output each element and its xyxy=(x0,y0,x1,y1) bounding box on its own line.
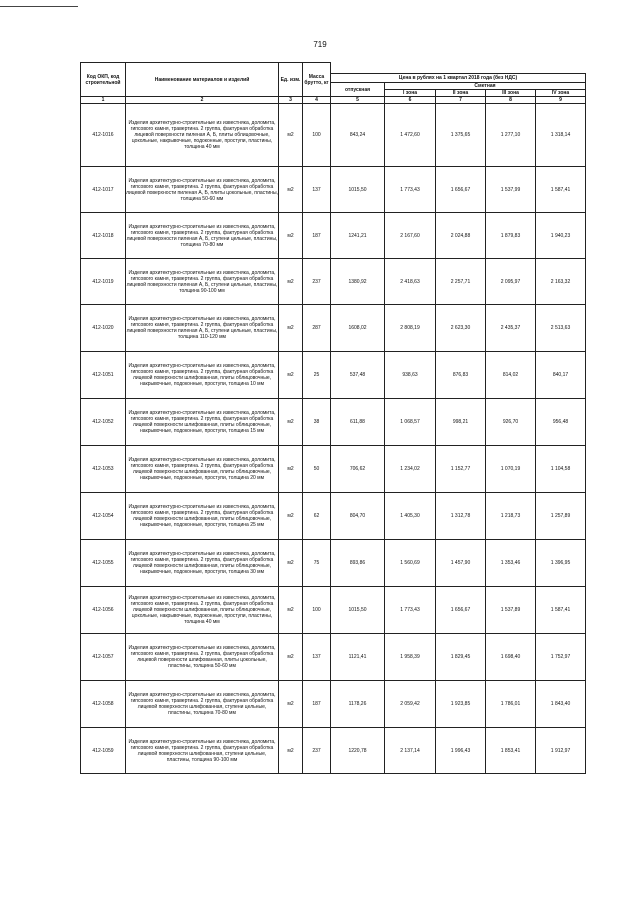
row-price-zone-2: 1 996,43 xyxy=(436,728,486,774)
row-mass: 137 xyxy=(303,634,331,681)
row-release-price: 1015,50 xyxy=(331,167,385,213)
row-price-zone-1: 2 167,60 xyxy=(385,213,436,259)
row-price-zone-1: 938,63 xyxy=(385,352,436,399)
row-code: 412-1058 xyxy=(81,681,126,728)
row-release-price: 804,70 xyxy=(331,493,385,540)
row-price-zone-3: 1 879,83 xyxy=(486,213,536,259)
row-mass: 237 xyxy=(303,728,331,774)
col-number: 3 xyxy=(279,97,303,104)
row-price-zone-3: 1 218,73 xyxy=(486,493,536,540)
row-mass: 50 xyxy=(303,446,331,493)
row-release-price: 843,24 xyxy=(331,104,385,167)
row-price-zone-4: 840,17 xyxy=(536,352,586,399)
row-unit: м2 xyxy=(279,259,303,305)
row-unit: м2 xyxy=(279,352,303,399)
row-price-zone-4: 1 912,97 xyxy=(536,728,586,774)
row-code: 412-1057 xyxy=(81,634,126,681)
row-release-price: 1608,02 xyxy=(331,305,385,352)
row-release-price: 1220,78 xyxy=(331,728,385,774)
row-mass: 75 xyxy=(303,540,331,587)
row-name: Изделия архитектурно-строительные из известняка, доломита, гипсового камня, травертина. 2 группа, фактурная обработка лицевой поверхности шлифованная, плиты облицовочные, накрывочные, подоконные, проступи, толщина 30 мм xyxy=(126,540,279,587)
row-unit: м2 xyxy=(279,634,303,681)
row-code: 412-1051 xyxy=(81,352,126,399)
row-price-zone-4: 1 396,95 xyxy=(536,540,586,587)
row-price-zone-3: 1 070,19 xyxy=(486,446,536,493)
row-price-zone-3: 926,70 xyxy=(486,399,536,446)
row-unit: м2 xyxy=(279,213,303,259)
row-release-price: 611,88 xyxy=(331,399,385,446)
header-estimate: Сметная xyxy=(385,83,586,90)
row-name: Изделия архитектурно-строительные из известняка, доломита, гипсового камня, травертина. 2 группа, фактурная обработка лицевой поверхности шлифованная, плиты облицовочные, накрывочные, подоконные, проступи, толщина 10 мм xyxy=(126,352,279,399)
row-price-zone-1: 1 773,43 xyxy=(385,167,436,213)
row-mass: 187 xyxy=(303,213,331,259)
row-price-zone-3: 1 277,10 xyxy=(486,104,536,167)
row-price-zone-4: 1 257,89 xyxy=(536,493,586,540)
row-code: 412-1016 xyxy=(81,104,126,167)
row-release-price: 1380,92 xyxy=(331,259,385,305)
row-price-zone-2: 1 312,78 xyxy=(436,493,486,540)
table-row xyxy=(81,399,586,446)
row-price-zone-4: 1 587,41 xyxy=(536,587,586,634)
row-price-zone-1: 1 068,57 xyxy=(385,399,436,446)
row-mass: 100 xyxy=(303,587,331,634)
table-row xyxy=(81,634,586,681)
row-price-zone-4: 956,48 xyxy=(536,399,586,446)
row-price-zone-4: 2 163,32 xyxy=(536,259,586,305)
row-name: Изделия архитектурно-строительные из известняка, доломита, гипсового камня, травертина. 2 группа, фактурная обработка лицевой поверхности пиленая А, Б, плиты облицовочные, цокольные, накрывочные, подоконные, проступи, пластины, толщина 40 мм xyxy=(126,104,279,167)
row-unit: м2 xyxy=(279,167,303,213)
row-name: Изделия архитектурно-строительные из известняка, доломита, гипсового камня, травертина. 2 группа, фактурная обработка лицевой поверхности пиленая А, Б, ступени цельные, пластины, толщина 70-80 мм xyxy=(126,213,279,259)
table-row xyxy=(81,305,586,352)
table-row xyxy=(81,540,586,587)
row-price-zone-3: 2 435,37 xyxy=(486,305,536,352)
top-rule xyxy=(0,6,78,7)
header-code: Код ОКП, код строительной xyxy=(81,63,126,97)
row-code: 412-1019 xyxy=(81,259,126,305)
row-name: Изделия архитектурно-строительные из известняка, доломита, гипсового камня, травертина. 2 группа, фактурная обработка лицевой поверхности шлифованная, плиты цокольные, пластины, толщина 50-60 мм xyxy=(126,634,279,681)
row-code: 412-1055 xyxy=(81,540,126,587)
row-price-zone-4: 1 940,23 xyxy=(536,213,586,259)
row-code: 412-1053 xyxy=(81,446,126,493)
row-mass: 287 xyxy=(303,305,331,352)
col-number: 2 xyxy=(126,97,279,104)
row-price-zone-2: 876,83 xyxy=(436,352,486,399)
row-price-zone-3: 1 537,99 xyxy=(486,167,536,213)
row-code: 412-1020 xyxy=(81,305,126,352)
header-zone-3: III зона xyxy=(486,90,536,97)
row-mass: 237 xyxy=(303,259,331,305)
row-price-zone-4: 1 318,14 xyxy=(536,104,586,167)
row-price-zone-2: 1 656,67 xyxy=(436,587,486,634)
row-unit: м2 xyxy=(279,446,303,493)
row-release-price: 537,48 xyxy=(331,352,385,399)
row-release-price: 706,62 xyxy=(331,446,385,493)
table-row xyxy=(81,259,586,305)
row-price-zone-3: 1 786,01 xyxy=(486,681,536,728)
page-number: 719 xyxy=(313,40,327,49)
row-name: Изделия архитектурно-строительные из известняка, доломита, гипсового камня, травертина. 2 группа, фактурная обработка лицевой поверхности пиленая А, Б, плиты цокольные, пластины, толщина 50-60 мм xyxy=(126,167,279,213)
row-price-zone-1: 2 137,14 xyxy=(385,728,436,774)
row-release-price: 1178,26 xyxy=(331,681,385,728)
row-price-zone-2: 998,21 xyxy=(436,399,486,446)
row-release-price: 1241,21 xyxy=(331,213,385,259)
table-row xyxy=(81,352,586,399)
row-name: Изделия архитектурно-строительные из известняка, доломита, гипсового камня, травертина. 2 группа, фактурная обработка лицевой поверхности шлифованная, плиты облицовочные, накрывочные, подоконные, проступи, толщина 20 мм xyxy=(126,446,279,493)
row-mass: 62 xyxy=(303,493,331,540)
row-name: Изделия архитектурно-строительные из известняка, доломита, гипсового камня, травертина. 2 группа, фактурная обработка лицевой поверхности пиленая А, Б, ступени цельные, пластины, толщина 90-100 мм xyxy=(126,259,279,305)
row-price-zone-2: 2 623,30 xyxy=(436,305,486,352)
row-unit: м2 xyxy=(279,540,303,587)
row-unit: м2 xyxy=(279,728,303,774)
row-price-zone-3: 814,02 xyxy=(486,352,536,399)
row-code: 412-1059 xyxy=(81,728,126,774)
row-release-price: 1121,41 xyxy=(331,634,385,681)
row-unit: м2 xyxy=(279,587,303,634)
row-price-zone-2: 1 656,67 xyxy=(436,167,486,213)
col-number: 8 xyxy=(486,97,536,104)
table-row xyxy=(81,587,586,634)
price-table xyxy=(80,62,586,774)
row-name: Изделия архитектурно-строительные из известняка, доломита, гипсового камня, травертина. 2 группа, фактурная обработка лицевой поверхности пиленая А, Б, ступени цельные, пластины, толщина 110-120 мм xyxy=(126,305,279,352)
row-price-zone-3: 1 353,46 xyxy=(486,540,536,587)
row-unit: м2 xyxy=(279,305,303,352)
row-code: 412-1054 xyxy=(81,493,126,540)
col-number: 1 xyxy=(81,97,126,104)
header-release: отпускная xyxy=(331,83,385,97)
row-code: 412-1052 xyxy=(81,399,126,446)
header-unit: Ед. изм. xyxy=(279,63,303,97)
table-row xyxy=(81,493,586,540)
row-price-zone-1: 1 773,43 xyxy=(385,587,436,634)
table-row xyxy=(81,213,586,259)
row-price-zone-4: 1 104,58 xyxy=(536,446,586,493)
row-price-zone-1: 1 234,02 xyxy=(385,446,436,493)
row-unit: м2 xyxy=(279,681,303,728)
row-price-zone-2: 1 829,45 xyxy=(436,634,486,681)
table-row xyxy=(81,104,586,167)
row-mass: 38 xyxy=(303,399,331,446)
row-name: Изделия архитектурно-строительные из известняка, доломита, гипсового камня, травертина. 2 группа, фактурная обработка лицевой поверхности шлифованная, ступени цельные, пластины, толщина 70-80 мм xyxy=(126,681,279,728)
row-mass: 187 xyxy=(303,681,331,728)
col-number: 7 xyxy=(436,97,486,104)
row-release-price: 893,86 xyxy=(331,540,385,587)
row-price-zone-2: 1 923,85 xyxy=(436,681,486,728)
row-code: 412-1018 xyxy=(81,213,126,259)
col-number: 6 xyxy=(385,97,436,104)
row-price-zone-3: 1 537,89 xyxy=(486,587,536,634)
header-mass: Масса брутто, кг xyxy=(303,63,331,97)
row-price-zone-4: 2 513,63 xyxy=(536,305,586,352)
row-code: 412-1056 xyxy=(81,587,126,634)
row-name: Изделия архитектурно-строительные из известняка, доломита, гипсового камня, травертина. 2 группа, фактурная обработка лицевой поверхности шлифованная, плиты облицовочные, накрывочные, подоконные, проступи, толщина 25 мм xyxy=(126,493,279,540)
row-price-zone-1: 1 560,69 xyxy=(385,540,436,587)
table-row xyxy=(81,167,586,213)
col-number: 9 xyxy=(536,97,586,104)
row-price-zone-2: 1 375,65 xyxy=(436,104,486,167)
row-price-zone-1: 2 418,63 xyxy=(385,259,436,305)
row-price-zone-3: 1 698,40 xyxy=(486,634,536,681)
header-zone-4: IV зона xyxy=(536,90,586,97)
row-price-zone-3: 2 095,97 xyxy=(486,259,536,305)
header-name: Наименование материалов и изделий xyxy=(126,63,279,97)
header-price-group: Цена в рублях на 1 квартал 2018 года (без НДС) xyxy=(331,74,586,83)
row-price-zone-3: 1 853,41 xyxy=(486,728,536,774)
row-mass: 137 xyxy=(303,167,331,213)
row-price-zone-1: 1 405,30 xyxy=(385,493,436,540)
row-mass: 100 xyxy=(303,104,331,167)
row-name: Изделия архитектурно-строительные из известняка, доломита, гипсового камня, травертина. 2 группа, фактурная обработка лицевой поверхности шлифованная, плиты облицовочные, накрывочные, подоконные, проступи, толщина 15 мм xyxy=(126,399,279,446)
row-unit: м2 xyxy=(279,493,303,540)
row-price-zone-1: 1 472,60 xyxy=(385,104,436,167)
row-price-zone-2: 1 457,90 xyxy=(436,540,486,587)
table-row xyxy=(81,681,586,728)
row-price-zone-4: 1 843,40 xyxy=(536,681,586,728)
table-row xyxy=(81,728,586,774)
row-mass: 25 xyxy=(303,352,331,399)
row-price-zone-1: 2 808,19 xyxy=(385,305,436,352)
row-name: Изделия архитектурно-строительные из известняка, доломита, гипсового камня, травертина. 2 группа, фактурная обработка лицевой поверхности шлифованная, плиты облицовочные, цокольные, накрывочные, подоконные, проступи, пластины, толщина 40 мм xyxy=(126,587,279,634)
col-number: 5 xyxy=(331,97,385,104)
row-unit: м2 xyxy=(279,104,303,167)
row-price-zone-2: 2 257,71 xyxy=(436,259,486,305)
col-number: 4 xyxy=(303,97,331,104)
row-price-zone-2: 2 024,88 xyxy=(436,213,486,259)
row-price-zone-4: 1 752,97 xyxy=(536,634,586,681)
header-zone-2: II зона xyxy=(436,90,486,97)
row-price-zone-1: 2 059,42 xyxy=(385,681,436,728)
row-price-zone-1: 1 958,39 xyxy=(385,634,436,681)
header-zone-1: I зона xyxy=(385,90,436,97)
row-release-price: 1015,50 xyxy=(331,587,385,634)
table-row xyxy=(81,446,586,493)
row-price-zone-2: 1 152,77 xyxy=(436,446,486,493)
row-code: 412-1017 xyxy=(81,167,126,213)
row-name: Изделия архитектурно-строительные из известняка, доломита, гипсового камня, травертина. 2 группа, фактурная обработка лицевой поверхности шлифованная, ступени цельные, пластины, толщина 90-100 мм xyxy=(126,728,279,774)
row-unit: м2 xyxy=(279,399,303,446)
row-price-zone-4: 1 587,41 xyxy=(536,167,586,213)
